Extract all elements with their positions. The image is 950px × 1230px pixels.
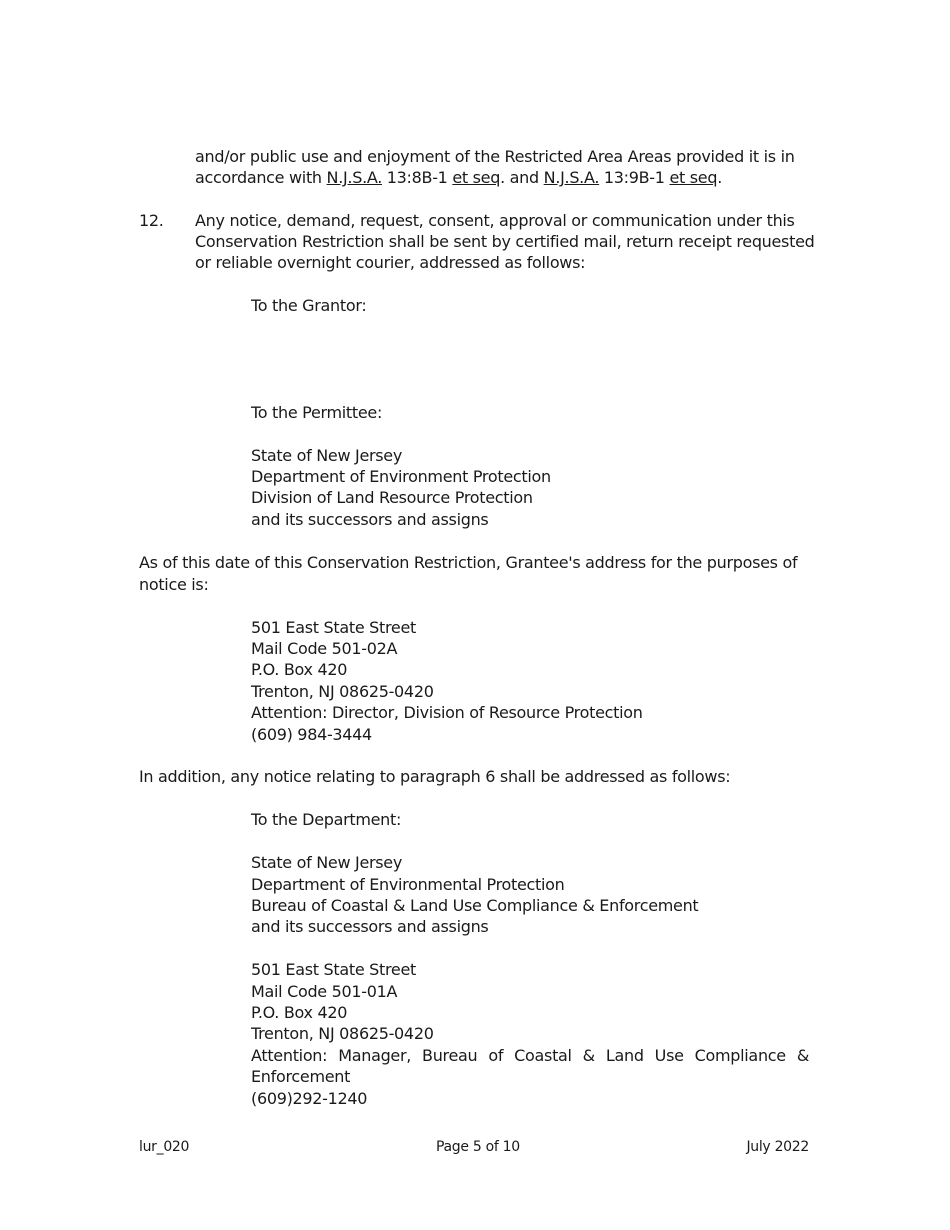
footer-form-id: lur_020	[139, 1139, 190, 1155]
et-seq: et seq	[452, 168, 501, 187]
para11-line-1: and/or public use and enjoyment of the Restricted Area Areas provided it is in	[195, 147, 795, 166]
department-address-line: Trenton, NJ 08625-0420	[251, 1024, 434, 1043]
department-address-line: 501 East State Street	[251, 960, 416, 979]
permittee-heading: To the Permittee:	[251, 403, 383, 422]
grantor-heading: To the Grantor:	[251, 296, 367, 315]
footer-page-number: Page 5 of 10	[436, 1139, 520, 1155]
text-fragment: .	[717, 168, 722, 187]
grantee-address-line: (609) 984-3444	[251, 725, 372, 744]
grantee-address-line: Mail Code 501-02A	[251, 639, 398, 658]
department-line: State of New Jersey	[251, 853, 403, 872]
department-line: and its successors and assigns	[251, 917, 489, 936]
statute-reference: N.J.S.A.	[543, 168, 600, 187]
department-line: Bureau of Coastal & Land Use Compliance & Enforcement	[251, 896, 699, 915]
et-seq: et seq	[669, 168, 718, 187]
department-address-line: Mail Code 501-01A	[251, 982, 398, 1001]
paragraph-number: 12.	[139, 211, 164, 230]
para12-line: Conservation Restriction shall be sent by certified mail, return receipt requested	[195, 232, 815, 251]
grantee-notice-line: As of this date of this Conservation Restriction, Grantee's address for the purposes of	[139, 553, 798, 572]
grantee-address-line: 501 East State Street	[251, 618, 416, 637]
permittee-line: Division of Land Resource Protection	[251, 488, 533, 507]
permittee-line: State of New Jersey	[251, 446, 403, 465]
grantee-address-line: Attention: Director, Division of Resource Protection	[251, 703, 643, 722]
grantee-address-line: P.O. Box 420	[251, 660, 348, 679]
para12-line: or reliable overnight courier, addressed as follows:	[195, 253, 586, 272]
department-address-line: P.O. Box 420	[251, 1003, 348, 1022]
department-phone: (609)292-1240	[251, 1089, 368, 1108]
text-fragment: 13:8B-1	[382, 168, 453, 187]
text-fragment: 13:9B-1	[599, 168, 670, 187]
para12-line: Any notice, demand, request, consent, approval or communication under this	[195, 211, 795, 230]
grantee-address-line: Trenton, NJ 08625-0420	[251, 682, 434, 701]
permittee-line: and its successors and assigns	[251, 510, 489, 529]
text-fragment: accordance with	[195, 168, 327, 187]
grantee-notice-line: notice is:	[139, 575, 209, 594]
text-fragment: . and	[500, 168, 544, 187]
statute-reference: N.J.S.A.	[326, 168, 382, 187]
footer-date: July 2022	[746, 1139, 809, 1155]
para11-line-2	[195, 167, 722, 188]
addition-text: In addition, any notice relating to paragraph 6 shall be addressed as follows:	[139, 767, 731, 786]
department-attention: Attention: Manager, Bureau of Coastal & Land Use Compliance & Enforcement	[251, 1046, 809, 1086]
department-line: Department of Environmental Protection	[251, 875, 565, 894]
permittee-line: Department of Environment Protection	[251, 467, 551, 486]
department-heading: To the Department:	[251, 810, 402, 829]
